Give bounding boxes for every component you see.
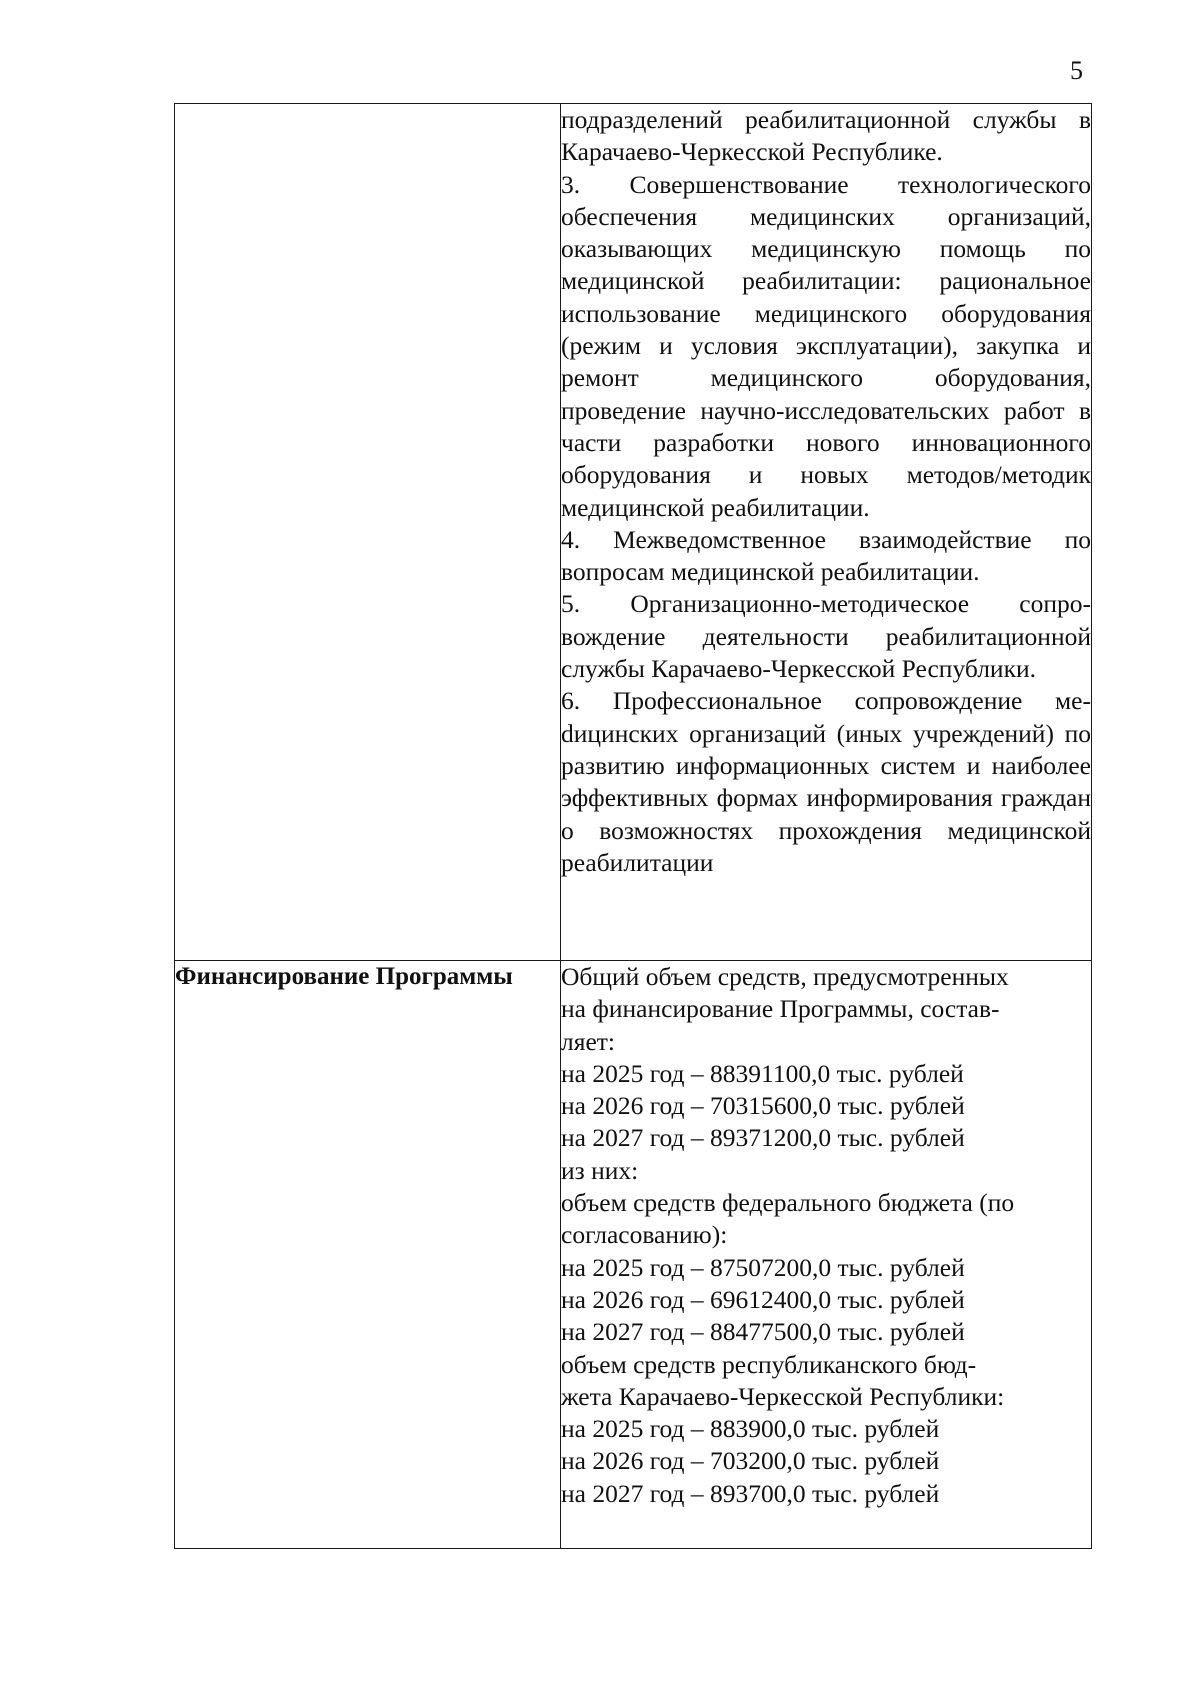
financing-line: Общий объем средств, предусмотренных bbox=[561, 962, 1009, 991]
financing-label: Финансирование Программы bbox=[175, 961, 561, 1549]
financing-total-2025: на 2025 год – 88391100,0 тыс. рублей bbox=[561, 1058, 964, 1088]
task-paragraph-5: 5. Организационно-методическое сопровождение деятельности реабилитационной службы Карачаево-Черкесской Республики. bbox=[561, 589, 1091, 684]
task-paragraph-6: 6. Профессиональное сопровождение меdицинских организаций (иных учреждений) по развитию информационных систем и наиболее эффективных формах информирования граждан о возможностях прохождения медицинской реабилитации bbox=[561, 686, 1091, 877]
regional-budget-2025: на 2025 год – 883900,0 тыс. рублей bbox=[561, 1414, 940, 1444]
financing-line: жета Карачаево-Черкесской Республики: bbox=[561, 1381, 1005, 1411]
passport-table bbox=[174, 103, 1092, 1549]
task-paragraph-4: 4. Межведомственное взаимодействие по вопросам медицинской реабилитации. bbox=[561, 524, 1091, 587]
regional-budget-2026: на 2026 год – 703200,0 тыс. рублей bbox=[561, 1446, 940, 1476]
row1-right-cell bbox=[561, 104, 1092, 961]
page-number: 5 bbox=[1070, 56, 1083, 85]
table-row-financing bbox=[175, 961, 1092, 1549]
federal-budget-2025: на 2025 год – 87507200,0 тыс. рублей bbox=[561, 1252, 965, 1282]
task-paragraph-2-end: подразделений реабилитационной службы в Карачаево-Черкесской Республике. bbox=[561, 105, 1091, 167]
federal-budget-2026: на 2026 год – 69612400,0 тыс. рублей bbox=[561, 1284, 965, 1314]
financing-line: согласованию): bbox=[561, 1220, 728, 1250]
task-paragraph-3: 3. Совершенствование технологического обеспечения медицинских организаций, оказывающих медицинскую помощь по медицинской реабилитации: рациональное использование медицинского оборудования (режим и условия эксплуатации), закупка и ремонт медицинского оборудования, проведение научно-исследовательских работ в части разработки нового инновационного оборудования и новых методов/методик медицинской реабилитации. bbox=[561, 169, 1091, 522]
financing-line: из них: bbox=[561, 1155, 639, 1185]
financing-line: объем средств республиканского бюд- bbox=[561, 1349, 977, 1379]
financing-total-2026: на 2026 год – 70315600,0 тыс. рублей bbox=[561, 1091, 965, 1121]
table-row-tasks-continued bbox=[175, 104, 1092, 961]
row1-left-cell bbox=[175, 104, 561, 961]
financing-line: ляет: bbox=[561, 1026, 616, 1056]
financing-total-2027: на 2027 год – 89371200,0 тыс. рублей bbox=[561, 1123, 965, 1153]
regional-budget-2027: на 2027 год – 893700,0 тыс. рублей bbox=[561, 1478, 940, 1508]
federal-budget-2027: на 2027 год – 88477500,0 тыс. рублей bbox=[561, 1317, 965, 1347]
financing-details bbox=[561, 961, 1092, 1549]
financing-line: объем средств федерального бюджета (по bbox=[561, 1188, 1015, 1218]
financing-line: на финансирование Программы, состав- bbox=[561, 994, 1000, 1024]
